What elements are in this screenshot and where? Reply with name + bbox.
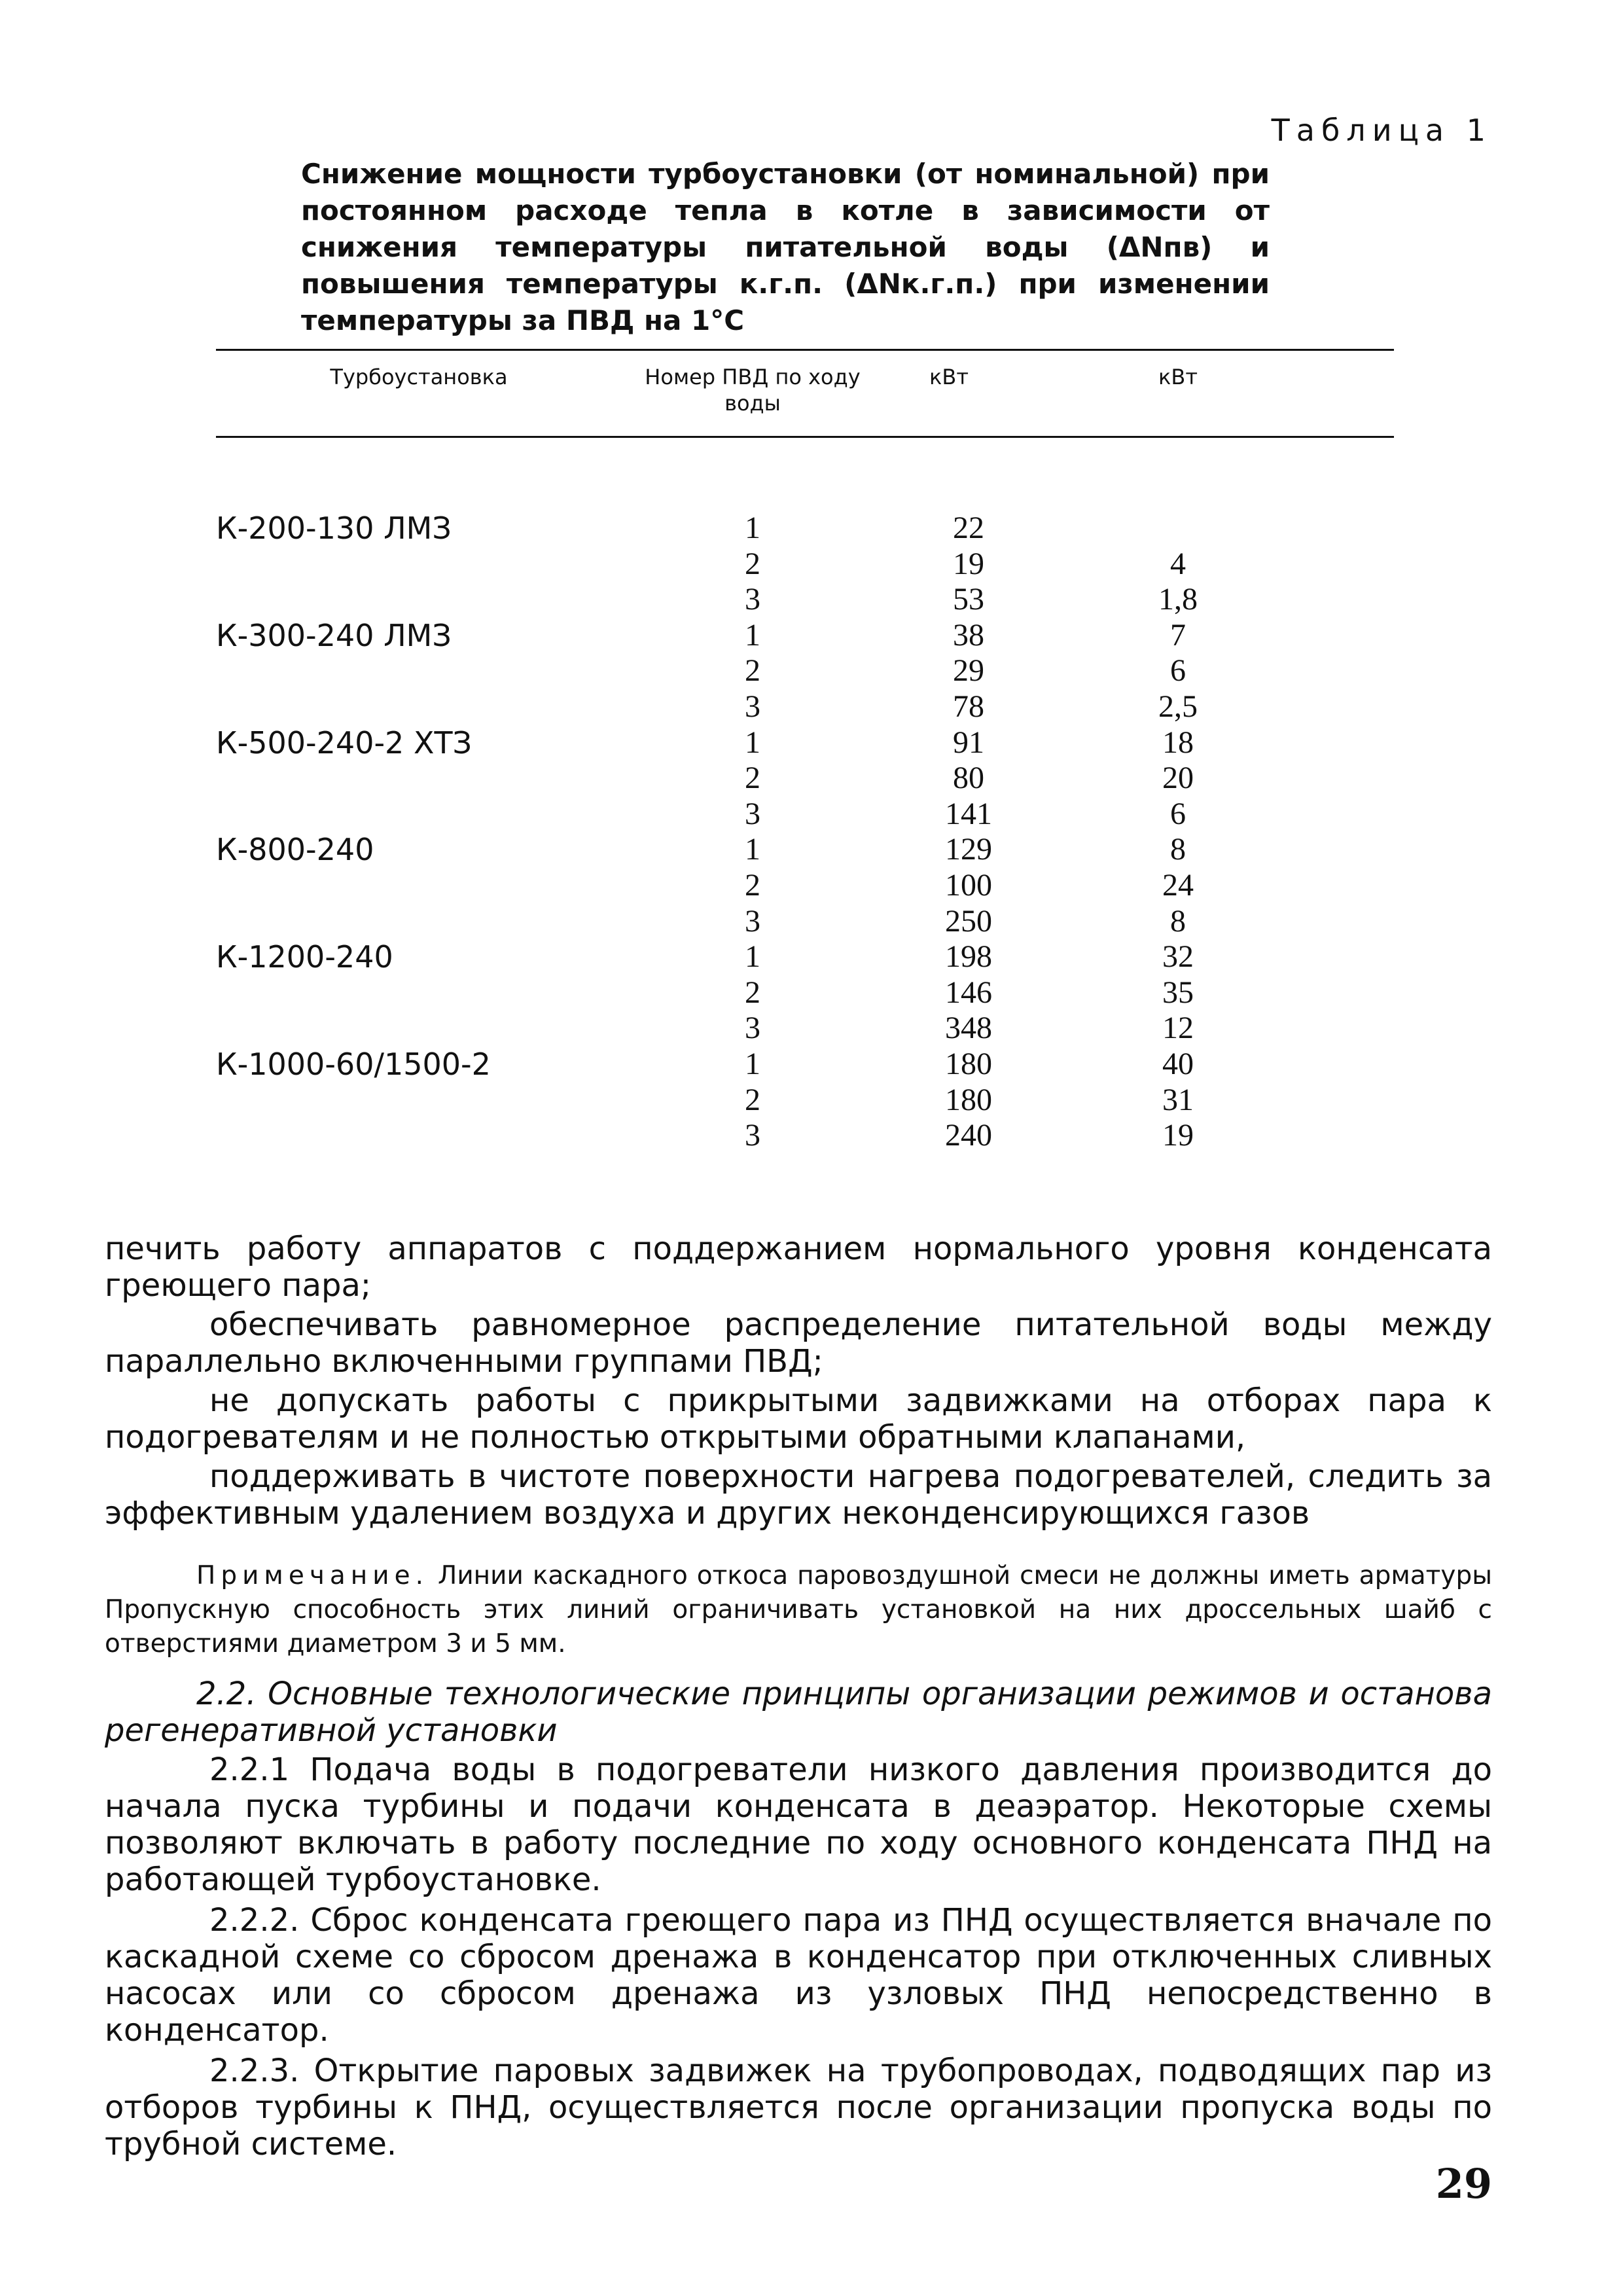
table-row — [0, 618, 1623, 654]
cell-pvd-number: 1 — [745, 725, 760, 760]
body-paragraph-1: печить работу аппаратов с поддержанием нормального уровня конденсата греющего пара; — [105, 1230, 1492, 1304]
cell-kw1: 91 — [953, 725, 984, 760]
cell-kw1: 180 — [945, 1046, 992, 1081]
cell-kw1: 146 — [945, 975, 992, 1010]
cell-turbine: К-1200-240 — [216, 939, 393, 975]
cell-kw2: 24 — [1162, 867, 1194, 903]
cell-kw2: 8 — [1170, 903, 1186, 939]
cell-kw1: 53 — [953, 582, 984, 617]
cell-kw1: 180 — [945, 1082, 992, 1117]
table-row — [0, 511, 1623, 547]
page-number: 29 — [1435, 2160, 1492, 2208]
section-2-2-2: 2.2.2. Сброс конденсата греющего пара из ПНД осуществляется вначале по каскадной схеме со сбросом дренажа в конденсатор при отключенных сливных насосах или со сбросом дренажа из узловых ПНД непосредственно в конденсатор. — [105, 1902, 1492, 2049]
table-row — [0, 547, 1623, 583]
table-row — [0, 939, 1623, 975]
cell-kw1: 250 — [945, 903, 992, 939]
cell-kw2: 20 — [1162, 761, 1194, 796]
cell-pvd-number: 2 — [745, 653, 760, 689]
cell-pvd-number: 2 — [745, 761, 760, 796]
table-row — [0, 1011, 1623, 1047]
header-pvd-number: Номер ПВД по ходу воды — [645, 365, 861, 416]
table-row — [0, 761, 1623, 797]
cell-kw2: 8 — [1170, 832, 1186, 867]
table-row — [0, 1118, 1623, 1154]
cell-kw2: 32 — [1162, 939, 1194, 975]
cell-kw2: 19 — [1162, 1118, 1194, 1153]
cell-kw2: 12 — [1162, 1011, 1194, 1046]
header-kw2: кВт — [1158, 365, 1198, 389]
cell-pvd-number: 1 — [745, 617, 760, 653]
header-kw1: кВт — [929, 365, 969, 389]
cell-pvd-number: 3 — [745, 1011, 760, 1046]
cell-pvd-number: 2 — [745, 1082, 760, 1117]
body-paragraph-2: обеспечивать равномерное распределение питательной воды между параллельно включенными группами ПВД; — [105, 1306, 1492, 1380]
cell-kw2: 1,8 — [1158, 582, 1198, 617]
cell-kw1: 141 — [945, 796, 992, 831]
cell-pvd-number: 2 — [745, 867, 760, 903]
cell-pvd-number: 3 — [745, 689, 760, 724]
cell-kw1: 29 — [953, 653, 984, 689]
table-row — [0, 797, 1623, 833]
note-label: Примечание. — [196, 1561, 429, 1590]
section-2-2-3: 2.2.3. Открытие паровых задвижек на трубопроводах, подводящих пар из отборов турбины к ПНД, осуществляется после организации пропуска воды по трубной системе. — [105, 2053, 1492, 2162]
table-row — [0, 975, 1623, 1011]
table-row — [0, 653, 1623, 689]
table-body — [0, 511, 1623, 1154]
cell-kw1: 22 — [953, 511, 984, 545]
cell-kw1: 129 — [945, 832, 992, 867]
header-turbine: Турбоустановка — [330, 365, 508, 389]
table-row — [0, 1083, 1623, 1119]
cell-pvd-number: 2 — [745, 975, 760, 1010]
cell-pvd-number: 3 — [745, 796, 760, 831]
body-paragraph-4: поддерживать в чистоте поверхности нагрева подогревателей, следить за эффективным удалением воздуха и других неконденсирующихся газов — [105, 1458, 1492, 1532]
cell-pvd-number: 3 — [745, 582, 760, 617]
table-title: Снижение мощности турбоустановки (от номинальной) при постоянном расходе тепла в котле в зависимости от снижения температуры питательной воды (ΔNпв) и повышения температуры к.г.п. (ΔNк.г.п.) при изменении температуры за ПВД на 1°С — [301, 158, 1270, 336]
cell-kw2: 6 — [1170, 653, 1186, 689]
cell-pvd-number: 1 — [745, 1046, 760, 1081]
cell-kw2: 31 — [1162, 1082, 1194, 1117]
table-top-rule — [216, 349, 1394, 351]
table-row — [0, 832, 1623, 868]
cell-kw1: 19 — [953, 546, 984, 581]
cell-kw2: 40 — [1162, 1046, 1194, 1081]
note — [105, 1559, 1492, 1661]
cell-turbine: К-500-240-2 ХТЗ — [216, 725, 473, 761]
cell-kw1: 100 — [945, 867, 992, 903]
cell-pvd-number: 3 — [745, 903, 760, 939]
cell-kw2: 2,5 — [1158, 689, 1198, 724]
table-row — [0, 725, 1623, 761]
cell-turbine: К-800-240 — [216, 832, 374, 868]
cell-turbine: К-300-240 ЛМЗ — [216, 617, 452, 653]
cell-kw1: 198 — [945, 939, 992, 975]
note-text: Линии каскадного откоса паровоздушной смеси не должны иметь арматуры Пропускную способность этих линий ограничивать установкой на них дроссельных шайб с отверстиями диаметром 3 и 5 мм. — [105, 1561, 1493, 1659]
cell-turbine: К-1000-60/1500-2 — [216, 1046, 491, 1082]
section-2-2-1: 2.2.1 Подача воды в подогреватели низкого давления производится до начала пуска турбины и подачи конденсата в деаэратор. Некоторые схемы позволяют включать в работу последние по ходу основного конденсата ПНД на работающей турбоустановке. — [105, 1751, 1492, 1898]
cell-pvd-number: 2 — [745, 546, 760, 581]
table-header-rule — [216, 436, 1394, 438]
cell-turbine: К-200-130 ЛМЗ — [216, 511, 452, 546]
cell-kw2: 6 — [1170, 796, 1186, 831]
cell-kw2: 7 — [1170, 617, 1186, 653]
cell-kw1: 240 — [945, 1118, 992, 1153]
cell-pvd-number: 1 — [745, 511, 760, 545]
cell-kw1: 348 — [945, 1011, 992, 1046]
table-row — [0, 582, 1623, 618]
body-paragraph-3: не допускать работы с прикрытыми задвижками на отборах пара к подогревателям и не полностью открытыми обратными клапанами, — [105, 1382, 1492, 1456]
cell-kw2: 35 — [1162, 975, 1194, 1010]
cell-kw2: 4 — [1170, 546, 1186, 581]
table-row — [0, 868, 1623, 904]
table-row — [0, 904, 1623, 940]
table-row — [0, 1047, 1623, 1083]
cell-kw2: 18 — [1162, 725, 1194, 760]
table-row — [0, 689, 1623, 725]
cell-pvd-number: 3 — [745, 1118, 760, 1153]
cell-pvd-number: 1 — [745, 939, 760, 975]
cell-kw1: 38 — [953, 617, 984, 653]
cell-kw1: 80 — [953, 761, 984, 796]
table-label: Таблица 1 — [1271, 113, 1492, 148]
section-heading: 2.2. Основные технологические принципы организации режимов и останова регенеративной установки — [105, 1676, 1492, 1749]
cell-pvd-number: 1 — [745, 832, 760, 867]
cell-kw1: 78 — [953, 689, 984, 724]
